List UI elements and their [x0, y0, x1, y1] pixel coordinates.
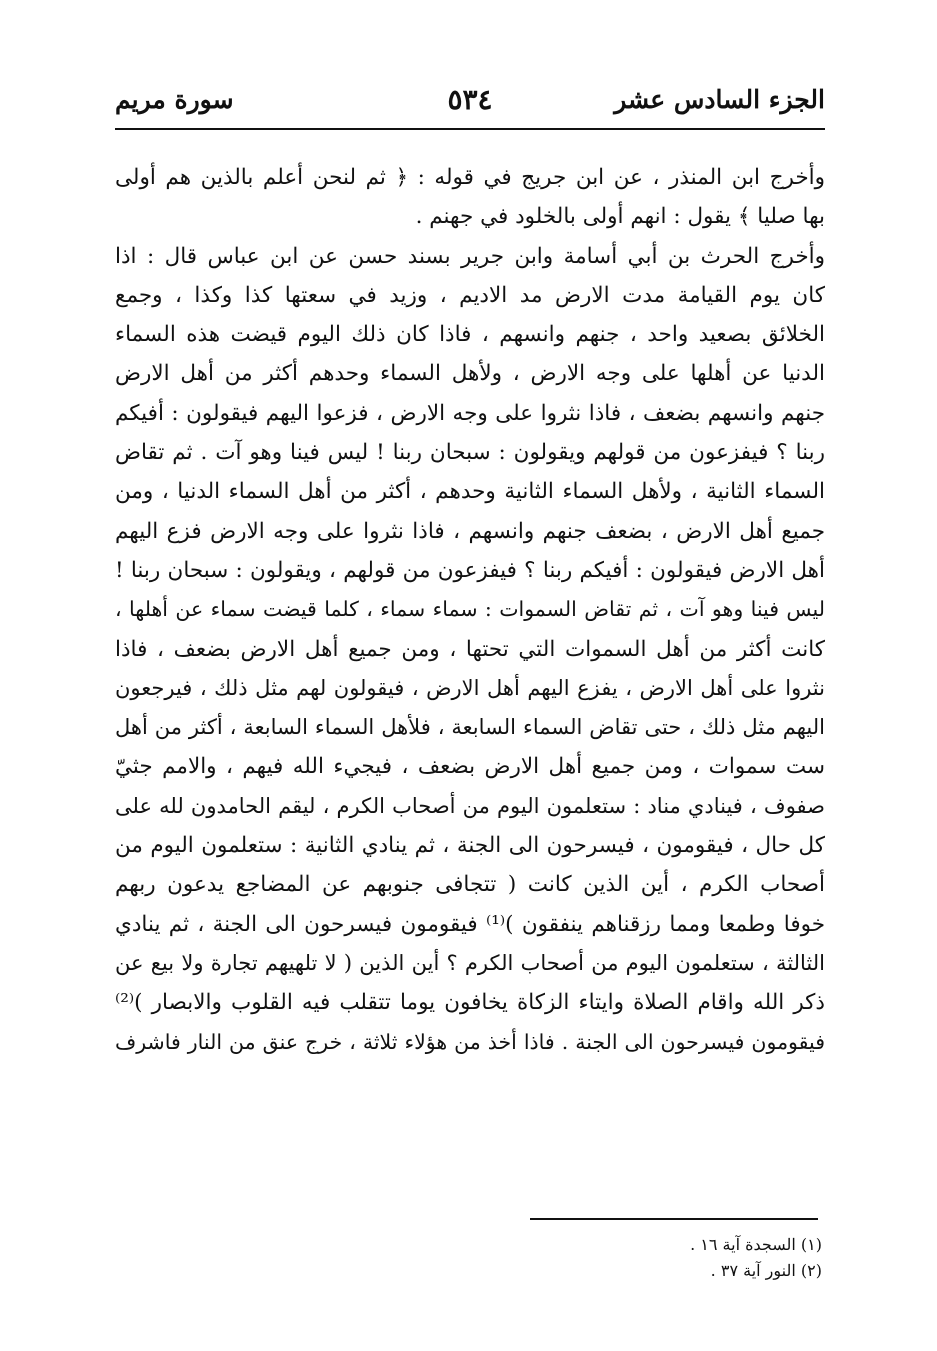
text-line: اليهم مثل ذلك ، حتى تقاض السماء السابعة ، فلأهل السماء السابعة ، أكثر من أهل [115, 715, 825, 740]
text-line: ليس فينا وهو آت ، ثم تقاض السموات : سماء سماء ، كلما قيضت سماء عن أهلها ، [115, 597, 825, 622]
text-line: أصحاب الكرم ، أين الذين كانت ( تتجافى جنوبهم عن المضاجع يدعون ربهم [115, 872, 825, 898]
text-line: ست سموات ، ومن جميع أهل الارض بضعف ، فيجيء الله فيهم ، والامم جثيّ [115, 754, 825, 780]
page-number: ٥٣٤ [447, 83, 493, 116]
main-text [115, 158, 825, 1062]
text-line: السماء الثانية ، ولأهل السماء الثانية وحدهم ، أكثر من أهل السماء الدنيا ، ومن [115, 479, 825, 505]
text-line: ذكر الله واقام الصلاة وايتاء الزكاة يخافون يوما تتقلب فيه القلوب والابصار )⁽²⁾ [115, 990, 825, 1016]
text-line: جميع أهل الارض ، بضعف جنهم وانسهم ، فاذا نثروا على وجه الارض فزع اليهم [115, 518, 825, 544]
footnote-divider [530, 1218, 818, 1220]
text-line: الخلائق بصعيد واحد ، جنهم وانسهم ، فاذا كان ذلك اليوم قيضت هذه السماء [115, 322, 825, 348]
surah-title: سورة مريم [115, 85, 234, 114]
text-line: أهل الارض فيقولون : أفيكم ربنا ؟ فيفزعون من قولهم ، ويقولون : سبحان ربنا ! [115, 557, 825, 583]
text-line: الدنيا عن أهلها على وجه الارض ، ولأهل السماء وحدهم أكثر من أهل الارض [115, 361, 825, 387]
text-line: وأخرج ابن المنذر ، عن ابن جريج في قوله : ﴿ ثم لنحن أعلم بالذين هم أولى [115, 165, 825, 190]
text-line: نثروا على أهل الارض ، يفزع اليهم أهل الارض ، فيقولون لهم مثل ذلك ، فيرجعون [115, 675, 825, 700]
text-line: فيقومون فيسرحون الى الجنة . فاذا أخذ من هؤلاء ثلاثة ، خرج عنق من النار فاشرف [115, 1029, 825, 1054]
text-line: خوفا وطمعا ومما رزقناهم ينفقون )⁽¹⁾ فيقومون فيسرحون الى الجنة ، ثم ينادي [115, 911, 825, 937]
text-line: وأخرج الحرث بن أبي أسامة وابن جرير بسند حسن عن ابن عباس قال : اذا [115, 243, 825, 269]
text-line: بها صليا ﴾ يقول : انهم أولى بالخلود في جهنم . [415, 204, 825, 230]
footnote-2: (٢) النور آية ٣٧ . [710, 1261, 822, 1280]
text-line: ربنا ؟ فيفزعون من قولهم ويقولون : سبحان ربنا ! ليس فينا وهو آت . ثم تقاض [115, 440, 825, 466]
text-line: جنهم وانسهم بضعف ، فاذا نثروا على وجه الارض ، فزعوا اليهم فيقولون : أفيكم [115, 400, 825, 426]
text-line: كانت أكثر من أهل السموات التي تحتها ، ومن جميع أهل الارض بضعف ، فاذا [115, 636, 825, 662]
part-title: الجزء السادس عشر [614, 85, 825, 114]
footnote-1: (١) السجدة آية ١٦ . [690, 1235, 822, 1254]
footnotes [402, 1232, 822, 1284]
text-line: كل حال ، فيقومون ، فيسرحون الى الجنة ، ثم ينادي الثانية : ستعلمون اليوم من [115, 833, 825, 859]
text-line: كان يوم القيامة مدت الارض مد الاديم ، وزيد في سعتها كذا وكذا ، وجمع [115, 282, 825, 308]
header-divider [115, 128, 825, 130]
text-line: الثالثة ، ستعلمون اليوم من أصحاب الكرم ؟ أين الذين ( لا تلهيهم تجارة ولا بيع عن [115, 950, 825, 975]
text-line: صفوف ، فينادي مناد : ستعلمون اليوم من أصحاب الكرم ، ليقم الحامدون لله على [115, 793, 825, 818]
page-header [115, 82, 825, 122]
